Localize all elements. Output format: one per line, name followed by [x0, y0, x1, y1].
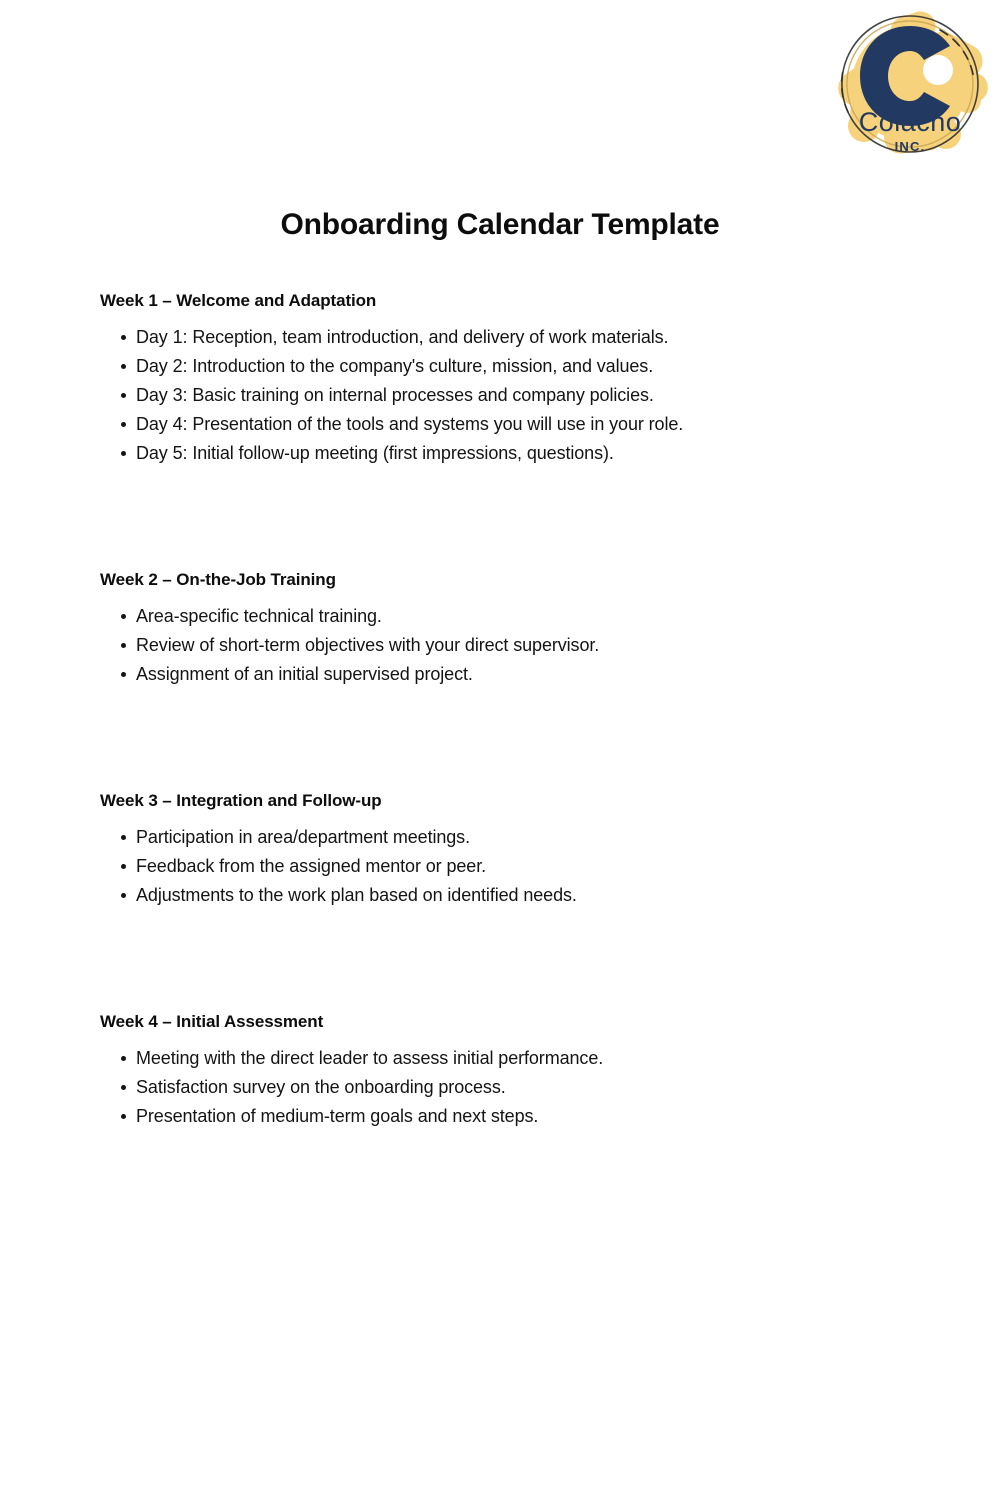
list-item — [100, 1102, 900, 1131]
list-item-text: Day 3: Basic training on internal processes and company policies. — [136, 385, 654, 406]
section-bullet-list — [100, 1044, 900, 1131]
list-item — [100, 602, 900, 631]
list-item-text: Satisfaction survey on the onboarding process. — [136, 1077, 506, 1098]
week-section — [100, 1011, 900, 1131]
list-item-text: Meeting with the direct leader to assess initial performance. — [136, 1048, 604, 1069]
page-title: Onboarding Calendar Template — [280, 208, 720, 242]
bullet-point-icon — [121, 893, 126, 898]
list-item — [100, 660, 900, 689]
list-item — [100, 823, 900, 852]
section-heading: Week 2 – On-the-Job Training — [100, 570, 336, 590]
logo-brand-text: Colacho — [858, 107, 962, 137]
week-section — [100, 290, 900, 468]
list-item-text: Day 2: Introduction to the company's culture, mission, and values. — [136, 356, 654, 377]
list-item-text: Review of short-term objectives with your direct supervisor. — [136, 635, 600, 656]
list-item-text: Day 5: Initial follow-up meeting (first impressions, questions). — [136, 443, 614, 464]
list-item — [100, 323, 900, 352]
list-item — [100, 631, 900, 660]
list-item-text: Area-specific technical training. — [136, 606, 382, 627]
list-item-text: Participation in area/department meetings. — [136, 827, 470, 848]
bullet-point-icon — [121, 335, 126, 340]
week-section — [100, 569, 900, 689]
section-bullet-list — [100, 323, 900, 468]
list-item — [100, 410, 900, 439]
list-item-text: Assignment of an initial supervised project. — [136, 664, 473, 685]
list-item-text: Day 4: Presentation of the tools and systems you will use in your role. — [136, 414, 684, 435]
bullet-point-icon — [121, 614, 126, 619]
list-item — [100, 1073, 900, 1102]
list-item-text: Adjustments to the work plan based on identified needs. — [136, 885, 577, 906]
bullet-point-icon — [121, 364, 126, 369]
list-item — [100, 381, 900, 410]
bullet-point-icon — [121, 835, 126, 840]
bullet-point-icon — [121, 393, 126, 398]
section-bullet-list — [100, 602, 900, 689]
colacho-logo-graphic — [828, 8, 992, 166]
section-heading: Week 4 – Initial Assessment — [100, 1012, 324, 1032]
company-logo — [828, 8, 992, 166]
list-item-text: Feedback from the assigned mentor or peer. — [136, 856, 486, 877]
logo-brand-suffix: INC. — [894, 139, 926, 154]
bullet-point-icon — [121, 1056, 126, 1061]
bullet-point-icon — [121, 422, 126, 427]
list-item — [100, 1044, 900, 1073]
list-item — [100, 352, 900, 381]
list-item — [100, 439, 900, 468]
bullet-point-icon — [121, 1085, 126, 1090]
bullet-point-icon — [121, 643, 126, 648]
bullet-point-icon — [121, 672, 126, 677]
section-heading: Week 3 – Integration and Follow-up — [100, 791, 382, 811]
list-item-text: Day 1: Reception, team introduction, and delivery of work materials. — [136, 327, 669, 348]
list-item — [100, 852, 900, 881]
week-section — [100, 790, 900, 910]
section-bullet-list — [100, 823, 900, 910]
list-item-text: Presentation of medium-term goals and next steps. — [136, 1106, 539, 1127]
logo-white-notch — [923, 55, 953, 85]
bullet-point-icon — [121, 1114, 126, 1119]
section-heading: Week 1 – Welcome and Adaptation — [100, 291, 377, 310]
bullet-point-icon — [121, 451, 126, 456]
list-item — [100, 881, 900, 910]
bullet-point-icon — [121, 864, 126, 869]
document-body — [100, 290, 900, 1131]
